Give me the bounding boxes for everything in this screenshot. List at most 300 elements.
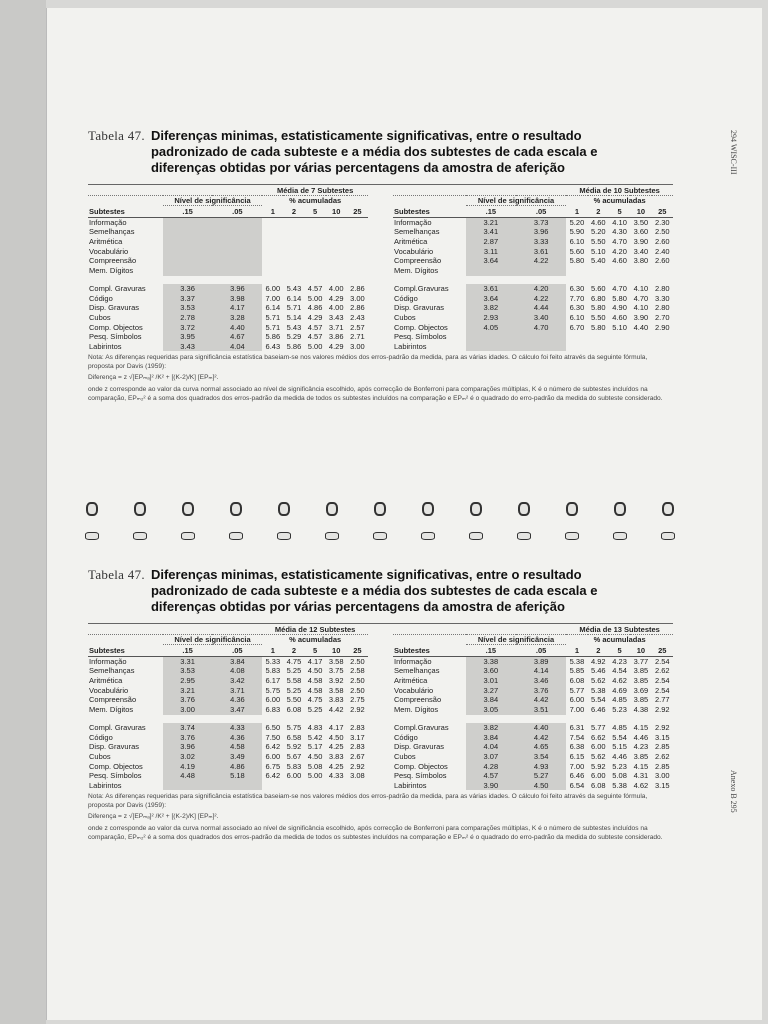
cell-value: 4.48 [163,771,213,781]
cell-value: 5.40 [590,256,606,266]
cell-value: 5.50 [286,695,302,705]
cell-value [588,332,609,342]
cell-value: 7.00 [569,705,585,715]
cell-value: 3.85 [633,666,649,676]
table-row [393,705,673,715]
subtest-name: Labirintos [89,341,122,351]
cell-value: 3.40 [633,246,649,256]
cell-value [630,342,651,352]
cell-value [347,266,368,276]
table-title: Diferenças minimas, estatisticamente significativas, entre o resultado padronizado de cada subteste e a média dos subtestes de cada escala e diferenças obtidas por várias percentagens da amostra de aferição [150,128,598,175]
cell-value: 5.00 [307,293,323,303]
scan-left-margin [0,0,46,1024]
cell-value: 5.50 [590,312,606,322]
cell-value [262,266,283,276]
cell-value: 4.15 [633,722,649,732]
data-table-0 [88,186,368,351]
table-row [393,656,673,666]
cell-value: 5.62 [590,751,606,761]
cell-value: 6.46 [569,771,585,781]
subtest-name: Comp. Objectos [89,322,143,332]
cell-value: 6.00 [569,695,585,705]
column-header: .15 [466,205,516,217]
cell-value: 4.05 [466,322,516,332]
cell-value: 5.20 [590,227,606,237]
cell-value [212,227,262,237]
subtest-name: Aritmética [394,237,428,247]
cell-value: 4.54 [612,666,627,676]
cell-value: 3.84 [466,732,516,742]
column-header-row [393,205,673,217]
subtest-name: Compl. Gravuras [89,722,146,732]
cell-value: 3.71 [328,322,344,332]
cell-value: 2.62 [654,666,670,676]
cell-value: 2.62 [654,751,670,761]
cell-value: 3.21 [163,685,213,695]
cell-value: 2.90 [654,322,670,332]
cell-value: 2.92 [350,761,365,771]
tables-row [88,184,673,351]
caption-row [88,625,368,635]
cell-value: 3.73 [516,217,566,227]
subtestes-header: Subtestes [88,644,163,656]
subtest-name: Mem. Dígitos [394,266,439,276]
pct-header: % acumuladas [593,635,646,645]
table-row [88,293,368,303]
cell-value: 6.15 [569,751,585,761]
cell-value: 6.83 [265,705,281,715]
cell-value: 5.71 [286,303,302,313]
subtest-name: Semelhanças [394,666,440,676]
cell-value: 3.85 [633,695,649,705]
cell-value: 3.84 [466,695,516,705]
cell-value: 2.80 [654,283,670,293]
cell-value: 4.46 [633,732,649,742]
cell-value: 4.14 [516,666,566,676]
cell-value: 3.30 [654,293,670,303]
cell-value [630,332,651,342]
table-row [393,676,673,686]
cell-value: 5.23 [612,705,627,715]
cell-value: 5.17 [307,742,323,752]
column-header: 5 [305,644,326,656]
table-row [88,695,368,705]
cell-value: 5.77 [569,685,585,695]
subtest-name: Aritmética [394,676,428,686]
cell-value [212,781,262,791]
cell-value: 4.67 [212,332,262,342]
cell-value: 4.20 [516,284,566,294]
cell-value: 2.67 [350,751,365,761]
cell-value: 3.21 [466,217,516,227]
cell-value: 5.15 [612,742,627,752]
cell-value [347,256,368,266]
column-header: 25 [652,644,673,656]
cell-value: 5.00 [307,341,323,351]
cell-value [305,266,326,276]
cell-value: 3.83 [328,751,344,761]
cell-value [305,227,326,237]
cell-value: 6.00 [286,771,302,781]
cell-value: 3.58 [328,656,344,666]
binding-hole-icon [325,532,339,540]
cell-value [516,332,566,342]
subtest-name: Compl.Gravuras [394,722,449,732]
binding-hole-icon [470,502,482,516]
cell-value [566,332,587,342]
subtest-name: Pesq. Símbolos [394,771,447,781]
binding-hole-icon [373,532,387,540]
cell-value: 4.25 [328,761,344,771]
group-header-row [393,196,673,206]
subtestes-header: Subtestes [393,205,466,217]
cell-value: 3.69 [633,685,649,695]
cell-value: 3.95 [163,332,213,342]
cell-value: 4.83 [307,722,323,732]
cell-value: 3.89 [516,656,566,666]
cell-value: 2.83 [350,722,365,732]
column-header: 25 [652,205,673,217]
cell-value: 5.10 [612,322,627,332]
cell-value: 3.90 [466,781,516,791]
cell-value: 3.61 [516,246,566,256]
cell-value: 6.30 [569,303,585,313]
binding-hole-icon [566,502,578,516]
cell-value: 7.50 [265,732,281,742]
cell-value: 3.90 [633,312,649,322]
cell-value: 7.00 [265,293,281,303]
cell-value [326,266,347,276]
binding-hole-icon [278,502,290,516]
cell-value: 5.00 [307,771,323,781]
cell-value: 5.86 [265,332,281,342]
cell-value: 3.64 [466,256,516,266]
cell-value: 4.29 [328,341,344,351]
table-row [88,237,368,247]
cell-value: 3.86 [328,332,344,342]
cell-value: 4.20 [612,246,627,256]
table-row [393,303,673,313]
cell-value: 5.50 [590,237,606,247]
cell-value: 3.58 [328,685,344,695]
table-row [88,322,368,332]
cell-value: 3.76 [163,695,213,705]
cell-value: 2.92 [654,722,670,732]
cell-value: 2.50 [350,656,365,666]
cell-value [652,342,673,352]
cell-value: 3.85 [633,751,649,761]
cell-value: 4.57 [307,283,323,293]
table-row [393,761,673,771]
subtest-name: Cubos [394,312,416,322]
binding-hole-icon [421,532,435,540]
blank-cell [88,635,163,645]
table-row [88,676,368,686]
cell-value: 4.31 [633,771,649,781]
formula: Diferença = z √[EPₘₐ]² /K² + [(K-2)/K] [EPₘ]². [88,373,219,381]
cell-value [163,237,213,247]
cell-value: 3.28 [212,313,262,323]
binding-hole-icon [613,532,627,540]
subtest-name: Informação [89,217,127,227]
cell-value: 5.75 [265,685,281,695]
cell-value: 3.72 [163,322,213,332]
table-block-top [88,128,673,403]
cell-value: 6.10 [569,312,585,322]
column-header: 5 [609,644,630,656]
subtest-name: Labirintos [394,780,427,790]
caption-row [88,186,368,196]
cell-value [305,237,326,247]
cell-value: 4.17 [328,722,344,732]
cell-value [262,246,283,256]
cell-value: 7.54 [569,732,585,742]
cell-value [652,266,673,276]
table-row [88,256,368,266]
row-gap [393,715,673,723]
column-header: .05 [212,205,262,217]
cell-value: 4.04 [212,342,262,352]
cell-value: 5.20 [569,217,585,227]
table-row [88,732,368,742]
running-header-top: 294 WISC-III [729,130,738,175]
subtest-name: Pesq. Símbolos [89,332,142,342]
subtest-name: Cubos [394,751,416,761]
subtest-name: Labirintos [89,780,122,790]
cell-value: 3.31 [163,656,213,666]
table-row [393,685,673,695]
cell-value: 2.85 [654,742,670,752]
row-gap [393,276,673,284]
cell-value: 5.08 [307,761,323,771]
cell-value [262,227,283,237]
cell-value: 4.75 [307,695,323,705]
column-header: .05 [212,644,262,656]
cell-value [163,217,213,227]
cell-value [609,342,630,352]
data-table-1 [393,625,673,790]
column-header: 10 [630,644,651,656]
subtest-name: Compreensão [89,256,137,266]
column-header: 5 [609,205,630,217]
cell-value: 3.76 [163,732,213,742]
note-text-2: onde z corresponde ao valor da curva normal associado ao nível de significância escolhido, após correcção de Bonferroni para comparações múltiplas, K é o número de subtestes incluídos na comparação, EPₘ₂² é a soma dos quadrados dos erros-padrão da medida de todos os subtestes incluídos na comparação e EPₘ² é o quadrado do erro-padrão da medida do subteste considerado. [88,385,663,402]
subtest-name: Vocabulário [89,246,129,256]
sig-header: Nível de significância [163,635,263,645]
cell-value [305,781,326,791]
cell-value [283,781,304,791]
cell-value: 2.86 [350,283,365,293]
subtest-name: Compreensão [89,695,137,705]
cell-value: 6.80 [590,293,606,303]
table-row [393,246,673,256]
binding-hole-icon [181,532,195,540]
column-header-row [88,205,368,217]
cell-value: 5.60 [569,246,585,256]
subtest-name: Aritmética [89,237,123,247]
cell-value: 4.50 [516,781,566,791]
blank-cell [88,625,262,635]
cell-value: 2.92 [350,705,365,715]
cell-value: 4.70 [516,322,566,332]
cell-value [326,781,347,791]
table-row [88,284,368,294]
cell-value [305,256,326,266]
running-header-bottom: Anexo B 295 [729,770,738,813]
cell-value: 3.37 [163,293,213,303]
cell-value: 4.30 [612,227,627,237]
cell-value [163,227,213,237]
subtest-name: Disp. Gravuras [89,303,140,313]
cell-value: 4.57 [466,771,516,781]
cell-value: 6.08 [286,705,302,715]
cell-value [163,781,213,791]
table-notes [88,793,673,842]
table-row [393,237,673,247]
cell-value: 5.38 [590,685,606,695]
column-header: 1 [566,205,587,217]
cell-value: 5.75 [286,722,302,732]
table-row [393,332,673,342]
subtestes-header: Subtestes [393,644,466,656]
cell-value: 3.41 [466,227,516,237]
cell-value: 3.00 [350,293,365,303]
table-row [88,752,368,762]
cell-value: 6.42 [265,771,281,781]
cell-value: 6.38 [569,742,585,752]
cell-value: 3.82 [466,303,516,313]
cell-value: 4.86 [212,761,262,771]
table-number: Tabela 47. [88,128,145,143]
subtest-name: Código [394,732,418,742]
subtest-name: Disp. Gravuras [394,742,445,752]
table-title: Diferenças minimas, estatisticamente significativas, entre o resultado padronizado de cada subteste e a média dos subtestes de cada escala e diferenças obtidas por várias percentagens da amostra de aferição [150,567,598,614]
cell-value: 3.71 [212,685,262,695]
table-row [393,284,673,294]
pct-header: % acumuladas [289,196,342,206]
cell-value [466,342,516,352]
cell-value [588,266,609,276]
table-row [88,266,368,276]
cell-value: 2.50 [350,685,365,695]
cell-value: 3.15 [654,732,670,742]
column-header: 25 [347,205,368,217]
cell-value [466,332,516,342]
cell-value [262,217,283,227]
cell-value: 3.75 [328,666,344,676]
cell-value: 3.96 [516,227,566,237]
cell-value: 2.83 [350,742,365,752]
cell-value: 4.10 [633,303,649,313]
subtestes-header: Subtestes [88,205,163,217]
cell-value: 4.23 [633,742,649,752]
cell-value: 3.92 [328,676,344,686]
table-row [88,685,368,695]
subtest-name: Informação [394,217,432,227]
cell-value: 4.50 [328,732,344,742]
column-header: 10 [326,644,347,656]
cell-value: 4.58 [307,685,323,695]
table-grid [393,186,673,351]
table-row [393,752,673,762]
cell-value [516,342,566,352]
binding-hole-icon [517,532,531,540]
cell-value: 5.46 [590,666,606,676]
table-grid [88,186,368,351]
cell-value: 6.00 [590,742,606,752]
binding-hole-icon [182,502,194,516]
cell-value: 3.11 [466,246,516,256]
subtest-name: Compl.Gravuras [394,283,449,293]
cell-value: 4.40 [516,723,566,733]
cell-value: 5.58 [286,676,302,686]
cell-value: 3.00 [654,771,670,781]
table-grid [393,625,673,790]
cell-value: 6.10 [569,237,585,247]
cell-value: 4.57 [307,322,323,332]
cell-value: 4.44 [516,303,566,313]
column-header-row [88,644,368,656]
cell-value: 4.17 [307,656,323,666]
binding-hole-icon [422,502,434,516]
cell-value: 5.80 [569,256,585,266]
cell-value: 2.60 [654,256,670,266]
cell-value: 3.90 [633,237,649,247]
cell-value: 2.71 [350,332,365,342]
subtest-name: Código [89,293,113,303]
cell-value: 3.83 [328,695,344,705]
cell-value: 7.70 [569,293,585,303]
column-header: 2 [283,644,304,656]
blank-cell [393,625,566,635]
subtest-name: Informação [394,656,432,666]
cell-value: 6.43 [265,341,281,351]
cell-value: 3.51 [516,705,566,715]
cell-value: 4.75 [286,656,302,666]
cell-value: 2.92 [654,705,670,715]
cell-value: 4.25 [328,742,344,752]
column-header: 2 [588,644,609,656]
subtest-name: Vocabulário [394,685,434,695]
cell-value: 4.50 [307,751,323,761]
cell-value: 5.71 [265,322,281,332]
cell-value: 5.71 [265,312,281,322]
cell-value: 5.92 [286,742,302,752]
cell-value: 2.87 [466,237,516,247]
table-row [88,303,368,313]
cell-value: 5.54 [590,695,606,705]
cell-value: 3.49 [212,752,262,762]
cell-value: 4.85 [612,695,627,705]
cell-value: 3.08 [350,771,365,781]
column-header: 10 [630,205,651,217]
column-header: 5 [305,205,326,217]
binding-hole-icon [518,502,530,516]
cell-value [262,781,283,791]
cell-value: 4.33 [328,771,344,781]
table-row [393,266,673,276]
cell-value: 2.30 [654,217,670,227]
subtest-name: Mem. Dígitos [89,705,134,715]
binding-hole-icon [662,502,674,516]
cell-value: 3.60 [633,227,649,237]
cell-value: 6.50 [265,722,281,732]
cell-value: 3.50 [633,217,649,227]
cell-value [652,332,673,342]
subtest-name: Labirintos [394,341,427,351]
subtest-name: Disp. Gravuras [89,742,140,752]
cell-value: 4.33 [212,723,262,733]
